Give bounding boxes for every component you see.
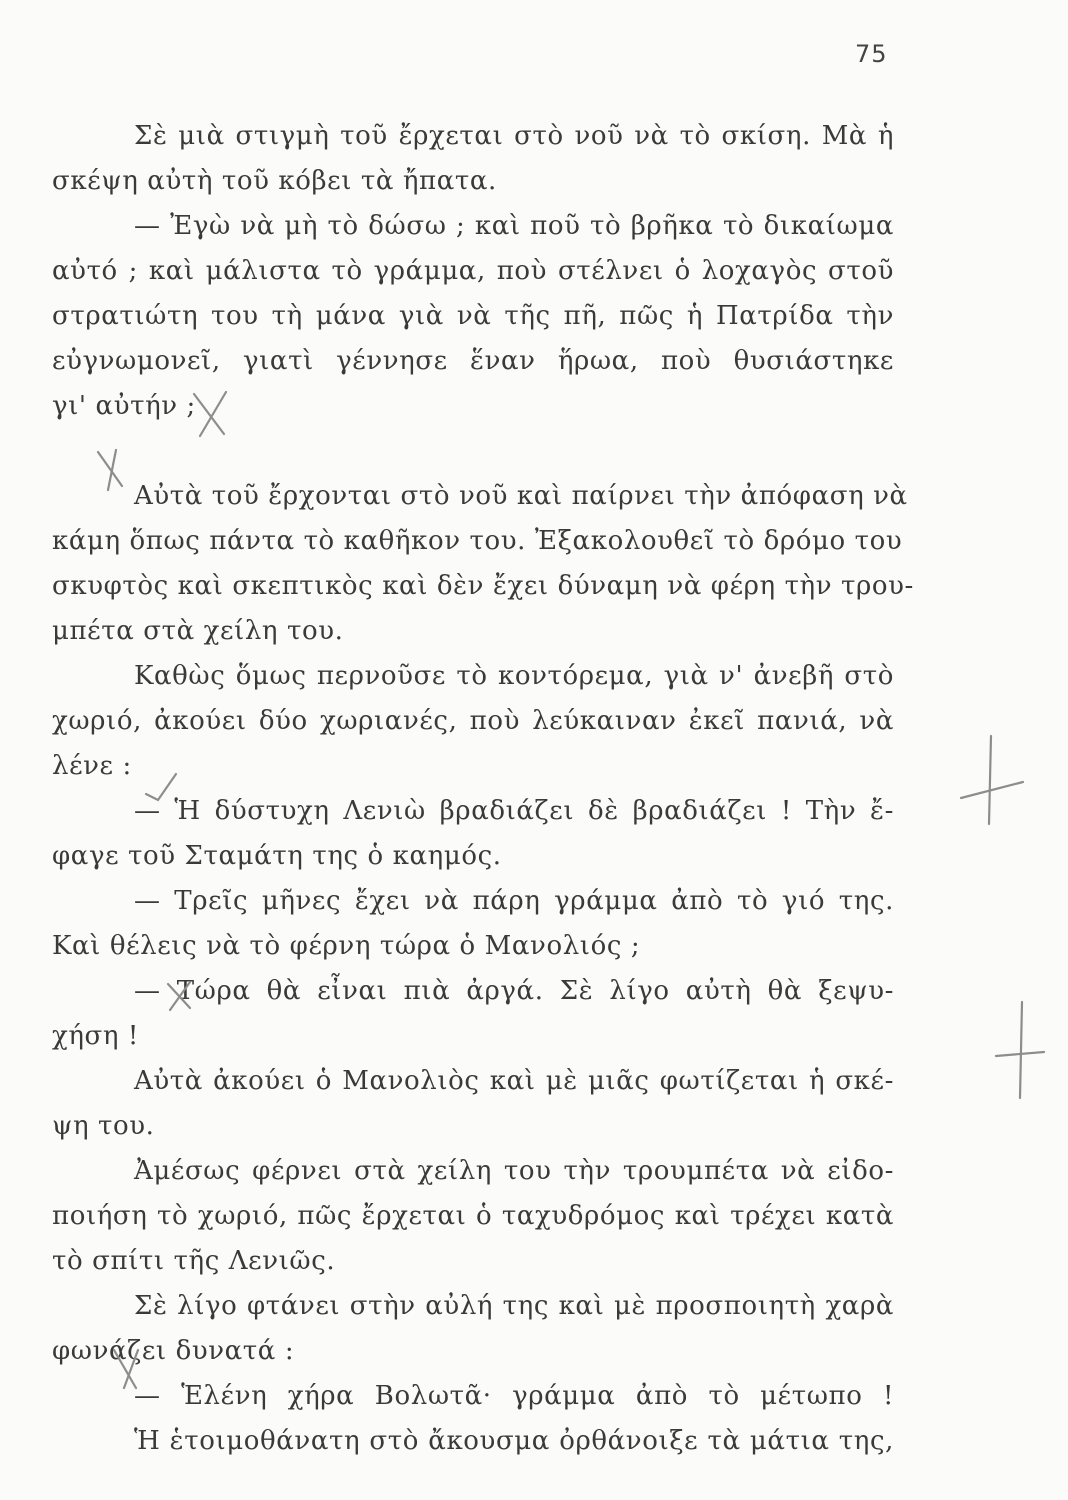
text-line-1: Σὲ μιὰ στιγμὴ τοῦ ἔρχεται στὸ νοῦ νὰ τὸ σκίση. Μὰ ἡ bbox=[134, 121, 894, 151]
text-line-8: Αὐτὰ τοῦ ἔρχονται στὸ νοῦ καὶ παίρνει τὴν ἀπόφαση νὰ bbox=[134, 481, 908, 511]
text-line-26: Σὲ λίγο φτάνει στὴν αὐλή της καὶ μὲ προσποιητὴ χαρὰ bbox=[134, 1291, 894, 1321]
text-line-11: μπέτα στὰ χείλη του. bbox=[52, 616, 344, 646]
text-line-18: Καὶ θέλεις νὰ τὸ φέρνη τώρα ὁ Μανολιός ; bbox=[52, 931, 641, 961]
text-line-13: χωριό, ἀκούει δύο χωριανές, ποὺ λεύκαιναν ἐκεῖ πανιά, νὰ bbox=[52, 706, 894, 736]
page-number: 75 bbox=[855, 40, 888, 68]
text-line-20: χήση ! bbox=[52, 1021, 139, 1051]
text-line-3: — Ἐγὼ νὰ μὴ τὸ δώσω ; καὶ ποῦ τὸ βρῆκα τὸ δικαίωμα bbox=[134, 211, 894, 241]
text-line-6: εὐγνωμονεῖ, γιατὶ γέννησε ἕναν ἥρωα, ποὺ θυσιάστηκε bbox=[52, 346, 894, 376]
text-line-10: σκυφτὸς καὶ σκεπτικὸς καὶ δὲν ἔχει δύναμη νὰ φέρη τὴν τρου- bbox=[52, 571, 914, 601]
text-line-16: φαγε τοῦ Σταμάτη της ὁ καημός. bbox=[52, 841, 502, 871]
margin-cross-mark bbox=[955, 730, 1029, 830]
text-line-22: ψη του. bbox=[52, 1111, 155, 1141]
text-line-7: γι' αὐτήν ; bbox=[52, 391, 196, 421]
text-line-2: σκέψη αὐτὴ τοῦ κόβει τὰ ἤπατα. bbox=[52, 166, 497, 196]
text-line-14: λένε : bbox=[52, 751, 132, 781]
text-line-5: στρατιώτη του τὴ μάνα γιὰ νὰ τῆς πῆ, πῶς ἡ Πατρίδα τὴν bbox=[52, 301, 894, 331]
text-line-17: — Τρεῖς μῆνες ἔχει νὰ πάρη γράμμα ἀπὸ τὸ γιό της. bbox=[134, 886, 894, 916]
text-line-12: Καθὼς ὅμως περνοῦσε τὸ κοντόρεμα, γιὰ ν' ἀνεβῆ στὸ bbox=[134, 661, 894, 691]
text-line-19: — Τώρα θὰ εἶναι πιὰ ἀργά. Σὲ λίγο αὐτὴ θὰ ξεψυ- bbox=[134, 976, 894, 1006]
text-line-23: Ἀμέσως φέρνει στὰ χείλη του τὴν τρουμπέτα νὰ εἰδο- bbox=[134, 1156, 894, 1186]
paragraph-gap bbox=[52, 429, 894, 474]
body-text bbox=[52, 114, 914, 1464]
margin-cross-mark bbox=[990, 996, 1050, 1106]
text-line-9: κάμη ὅπως πάντα τὸ καθῆκον του. Ἐξακολουθεῖ τὸ δρόμο του bbox=[52, 526, 903, 556]
text-line-27: φωνάζει δυνατά : bbox=[52, 1336, 295, 1366]
text-line-21: Αὐτὰ ἀκούει ὁ Μανολιὸς καὶ μὲ μιᾶς φωτίζεται ἡ σκέ- bbox=[134, 1066, 894, 1096]
text-line-24: ποιήση τὸ χωριό, πῶς ἔρχεται ὁ ταχυδρόμος καὶ τρέχει κατὰ bbox=[52, 1201, 894, 1231]
text-line-28: — Ἑλένη χήρα Βολωτᾶ· γράμμα ἀπὸ τὸ μέτωπο ! bbox=[134, 1381, 894, 1411]
text-line-4: αὐτό ; καὶ μάλιστα τὸ γράμμα, ποὺ στέλνει ὁ λοχαγὸς στοῦ bbox=[52, 256, 894, 286]
text-line-29: Ἡ ἑτοιμοθάνατη στὸ ἄκουσμα ὀρθάνοιξε τὰ μάτια της, bbox=[134, 1426, 894, 1456]
text-line-25: τὸ σπίτι τῆς Λενιῶς. bbox=[52, 1246, 336, 1276]
text-line-15: — Ἡ δύστυχη Λενιὼ βραδιάζει δὲ βραδιάζει ! Τὴν ἔ- bbox=[134, 796, 894, 826]
